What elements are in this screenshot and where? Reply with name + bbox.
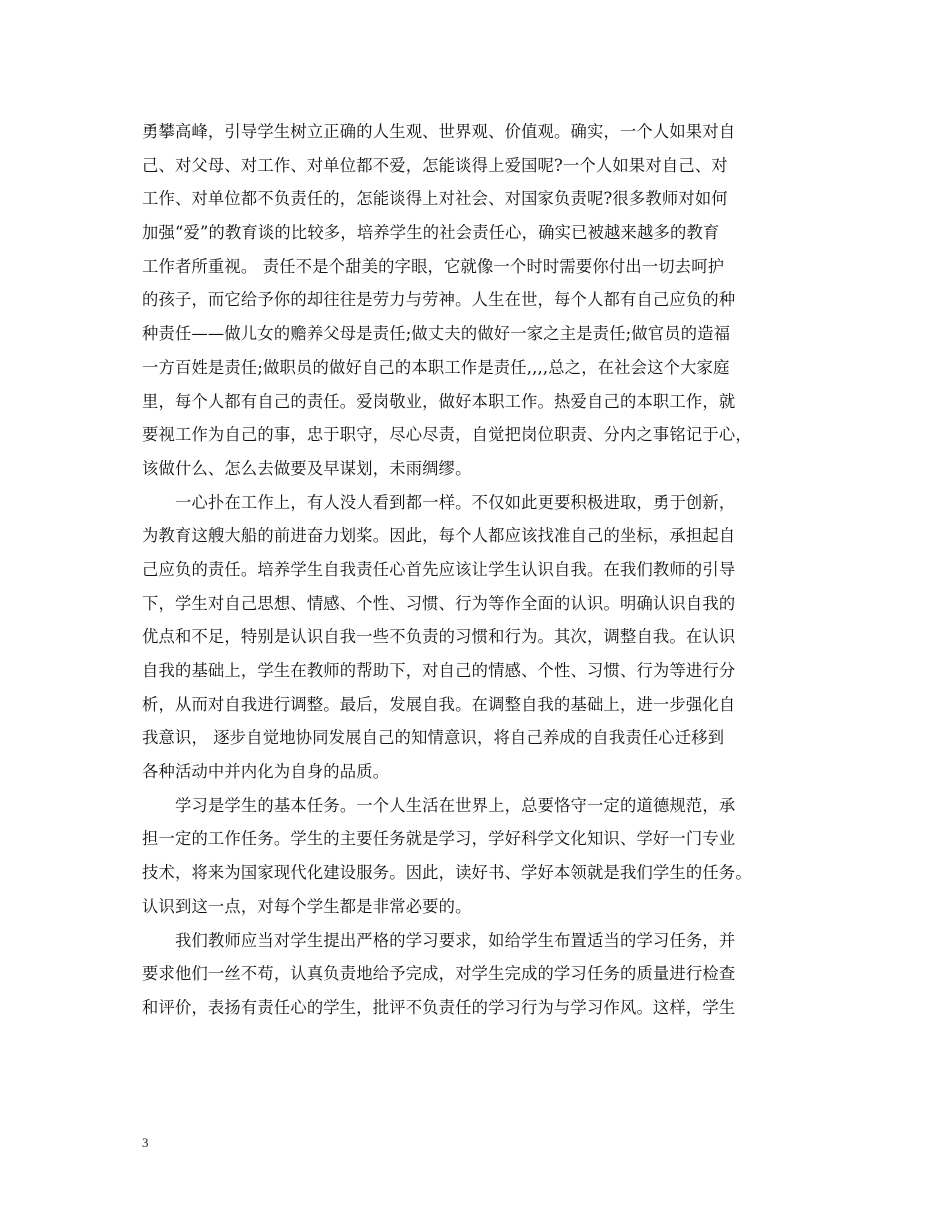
text-line: 我们教师应当对学生提出严格的学习要求，如给学生布置适当的学习任务，并 xyxy=(175,930,736,950)
text-line: 各种活动中并内化为自身的品质。 xyxy=(142,762,390,782)
text-line: 勇攀高峰，引导学生树立正确的人生观、世界观、价值观。确实，一个人如果对自 xyxy=(142,122,736,141)
text-line: 自我的基础上，学生在教师的帮助下，对自己的情感、个性、习惯、行为等进行分 xyxy=(142,661,736,680)
text-line: 该做什么、怎么去做要及早谋划，未雨绸缪。 xyxy=(142,458,472,478)
text-line: 要视工作为自己的事，忠于职守，尽心尽责，自觉把岗位职责、分内之事铭记于心， xyxy=(142,425,752,445)
text-line: 为教育这艘大船的前进奋力划桨。因此，每个人都应该找准自己的坐标，承担起自 xyxy=(142,526,736,546)
text-line: 技术，将来为国家现代化建设服务。因此，读好书、学好本领就是我们学生的任务。 xyxy=(142,863,752,883)
text-line: 的孩子，而它给予你的却往往是劳力与劳神。人生在世，每个人都有自己应负的种 xyxy=(142,290,736,310)
text-line: 我意识， 逐步自觉地协同发展自己的知情意识，将自己养成的自我责任心迁移到 xyxy=(142,728,725,748)
page-number: 3 xyxy=(142,1135,149,1150)
text-line: 优点和不足，特别是认识自我一些不负责的习惯和行为。其次，调整自我。在认识 xyxy=(142,627,736,647)
text-line: 工作者所重视。 责任不是个甜美的字眼，它就像一个时时需要你付出一切去呵护 xyxy=(142,256,725,276)
text-line: 己、对父母、对工作、对单位都不爱，怎能谈得上爱国呢?一个人如果对自己、对 xyxy=(142,155,728,175)
text-line: 里，每个人都有自己的责任。爱岗敬业，做好本职工作。热爱自己的本职工作，就 xyxy=(142,391,736,411)
text-line: 加强“爱”的教育谈的比较多，培养学生的社会责任心，确实已被越来越多的教育 xyxy=(142,223,720,243)
text-line: 析，从而对自我进行调整。最后，发展自我。在调整自我的基础上，进一步强化自 xyxy=(142,694,736,714)
text-line: 担一定的工作任务。学生的主要任务就是学习，学好科学文化知识、学好一门专业 xyxy=(142,829,736,849)
text-line: 种责任——做儿女的赡养父母是责任;做丈夫的做好一家之主是责任;做官员的造福 xyxy=(142,324,731,344)
text-line: 一心扑在工作上，有人没人看到都一样。不仅如此更要积极进取，勇于创新， xyxy=(175,492,736,512)
text-line: 要求他们一丝不苟，认真负责地给予完成，对学生完成的学习任务的质量进行检查 xyxy=(142,964,736,984)
text-line: 己应负的责任。培养学生自我责任心首先应该让学生认识自我。在我们教师的引导 xyxy=(142,559,736,579)
text-line: 和评价，表扬有责任心的学生，批评不负责任的学习行为与学习作风。这样，学生 xyxy=(142,997,736,1017)
text-line: 工作、对单位都不负责任的，怎能谈得上对社会、对国家负责呢?很多教师对如何 xyxy=(142,189,728,209)
text-line: 学习是学生的基本任务。一个人生活在世界上，总要恪守一定的道德规范，承 xyxy=(175,795,736,815)
body-text xyxy=(142,115,822,1025)
text-line: 认识到这一点，对每个学生都是非常必要的。 xyxy=(142,896,472,916)
text-line: 一方百姓是责任;做职员的做好自己的本职工作是责任,,,,总之，在社会这个大家庭 xyxy=(142,357,730,377)
text-line: 下，学生对自己思想、情感、个性、习惯、行为等作全面的认识。明确认识自我的 xyxy=(142,593,736,613)
